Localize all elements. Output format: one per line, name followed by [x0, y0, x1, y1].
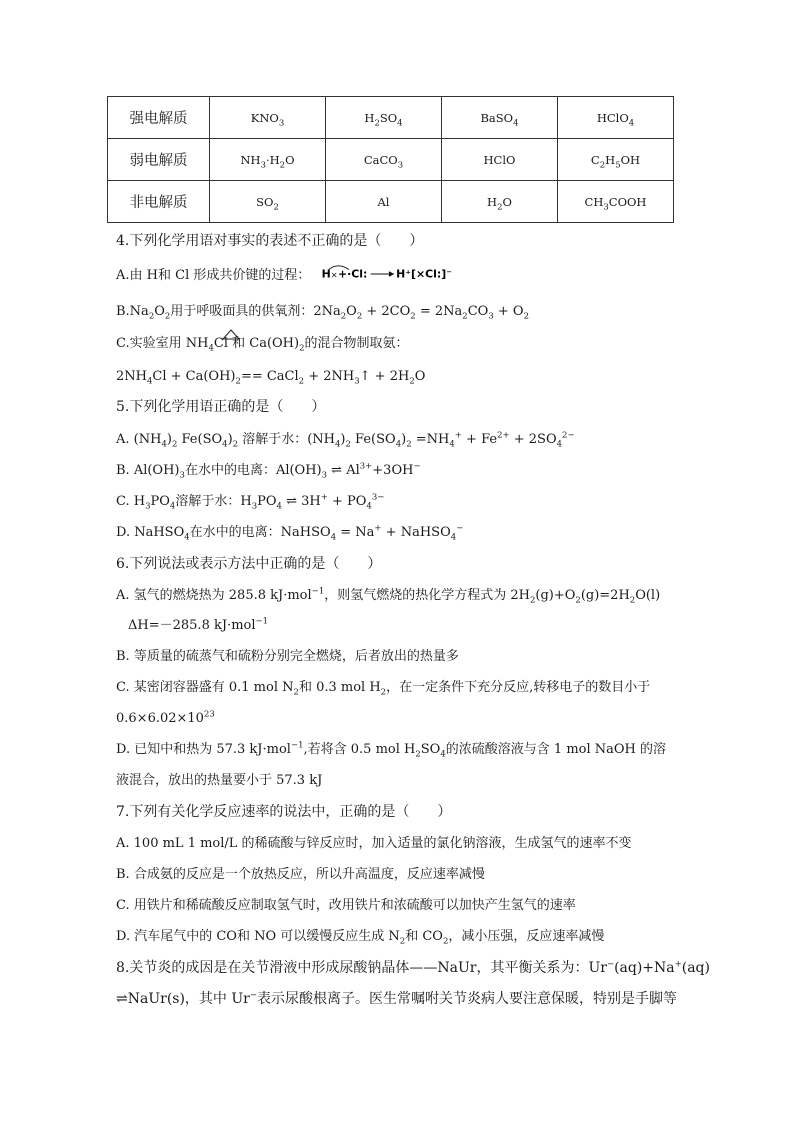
electron-dot-formula-icon — [313, 264, 463, 284]
q6-option-d-cont: 液混合，放出的热量要小于 57.3 kJ — [116, 773, 323, 788]
table-cell: $NH_3\cdot H_2O$ — [210, 139, 326, 181]
table-cell: $SO_2$ — [210, 181, 326, 223]
q6-option-c: C. 某密闭容器盛有 0.1 mol $N_2$和 0.3 mol $H_2$，在一定条件下充分反应,转移电子的数目小于 — [116, 680, 651, 698]
table-cell: CaCO$_3$ — [326, 139, 442, 181]
svg-text:H⁺[×Cl:]⁻: H⁺[×Cl:]⁻ — [396, 267, 452, 281]
row-header: 强电解质 — [108, 97, 210, 139]
q5-option-b: B. $Al(OH)_3$在水中的电离：$Al(OH)_3$ ⇌ $Al^{3+}+3OH^-$ — [116, 461, 421, 481]
q7-option-d: D. 汽车尾气中的 CO和 NO 可以缓慢反应生成 $N_2$和 $CO_2$，减小压强，反应速率减慢 — [116, 929, 605, 947]
q4-option-b: $B.Na_2O_2$用于呼吸面具的供氧剂：$2Na_2O_2 + 2CO_2 = 2Na_2CO_3 + O_2$ — [116, 304, 529, 322]
q7-option-c: C. 用铁片和稀硫酸反应制取氢气时，改用铁片和浓硫酸可以加快产生氢气的速率 — [116, 898, 576, 913]
q5-option-d: D. NaHSO$_4$在水中的电离：NaHSO$_4$ = Na+ + NaHSO$_4$− — [116, 523, 464, 543]
q6-option-c-cont: $0.6\times 6.02\times 10^{23}$ — [116, 709, 215, 726]
svg-text:+: + — [338, 267, 348, 281]
electrolyte-table — [107, 96, 674, 223]
q6-stem: 6.下列说法或表示方法中正确的是（ ） — [116, 556, 382, 572]
svg-text:·Cl:: ·Cl: — [347, 267, 368, 281]
table-row — [108, 139, 674, 181]
table-cell: Al — [326, 181, 442, 223]
q7-option-a: A. 100 mL 1 mol/L 的稀硫酸与锌反应时，加入适量的氯化钠溶液，生成氢气的速率不变 — [116, 836, 632, 851]
table-row — [108, 181, 674, 223]
q4-option-c: C.实验室用 $NH_4Cl$ 和 $Ca(OH)_2$的混合物制取氨： — [116, 336, 409, 354]
table-cell: HClO$_4$ — [558, 97, 674, 139]
q6-option-a: A. 氢气的燃烧热为 285.8 kJ·mol$^{-1}$，则氢气燃烧的热化学方程式为 $2H_2(g)+O_2(g)=2H_2O(l)$ — [116, 586, 661, 606]
q7-stem: 7.下列有关化学反应速率的说法中，正确的是（ ） — [116, 804, 452, 820]
table-cell: $KNO_3$ — [210, 97, 326, 139]
q6-option-a-dh: ΔH=－285.8 kJ·mol$^{-1}$ — [128, 616, 269, 633]
q4-option-a: A.由 H和 Cl 形成共价键的过程： — [116, 268, 311, 283]
q6-option-d: D. 已知中和热为 57.3 kJ·mol$^{-1}$,若将含 0.5 mol $H_2SO_4$的浓硫酸溶液与含 1 mol NaOH 的溶 — [116, 740, 667, 760]
table-cell: BaSO$_4$ — [442, 97, 558, 139]
table-cell: $C_2H_5OH$ — [558, 139, 674, 181]
table-row — [108, 97, 674, 139]
q4-stem: 4.下列化学用语对事实的表述不正确的是（ ） — [116, 233, 424, 249]
row-header: 弱电解质 — [108, 139, 210, 181]
q5-option-a: A. $(NH_4)_2$ $Fe(SO_4)_2$ 溶解于水：$(NH_4)_2$ $Fe(SO_4)_2 =NH_4^+ + Fe^{2+} + 2SO_4^{2-}$ — [116, 430, 575, 450]
svg-text:H: H — [321, 267, 331, 281]
heat-triangle-icon — [222, 329, 240, 341]
q6-option-b: B. 等质量的硫蒸气和硫粉分别完全燃烧，后者放出的热量多 — [116, 649, 459, 664]
table-cell: $CH_3COOH$ — [558, 181, 674, 223]
q8-line-2: ⇌NaUr(s)，其中 Ur−表示尿酸根离子。医生常嘱咐关节炎病人要注意保暖，特别是手脚等 — [116, 990, 677, 1007]
table-cell: $H_2SO_4$ — [326, 97, 442, 139]
q7-option-b: B. 合成氨的反应是一个放热反应，所以升高温度，反应速率减慢 — [116, 867, 485, 882]
svg-text:×: × — [330, 269, 338, 280]
q5-stem: 5.下列化学用语正确的是（ ） — [116, 399, 326, 415]
table-cell: $H_2O$ — [442, 181, 558, 223]
q5-option-c: C. $H_3PO_4$溶解于水：$H_3PO_4$ ⇌ $3H^+ + PO_4^{3-}$ — [116, 492, 385, 512]
q8-line-1: 8.关节炎的成因是在关节滑液中形成尿酸钠晶体——NaUr，其平衡关系为：Ur−(aq)+Na+(aq) — [116, 959, 710, 976]
q4-option-c-equation: $2NH_4Cl + Ca(OH)_2==$ CaCl$_2$ + $2NH_3↑ + 2H_2O$ — [116, 369, 426, 387]
row-header: 非电解质 — [108, 181, 210, 223]
table-cell: HClO — [442, 139, 558, 181]
